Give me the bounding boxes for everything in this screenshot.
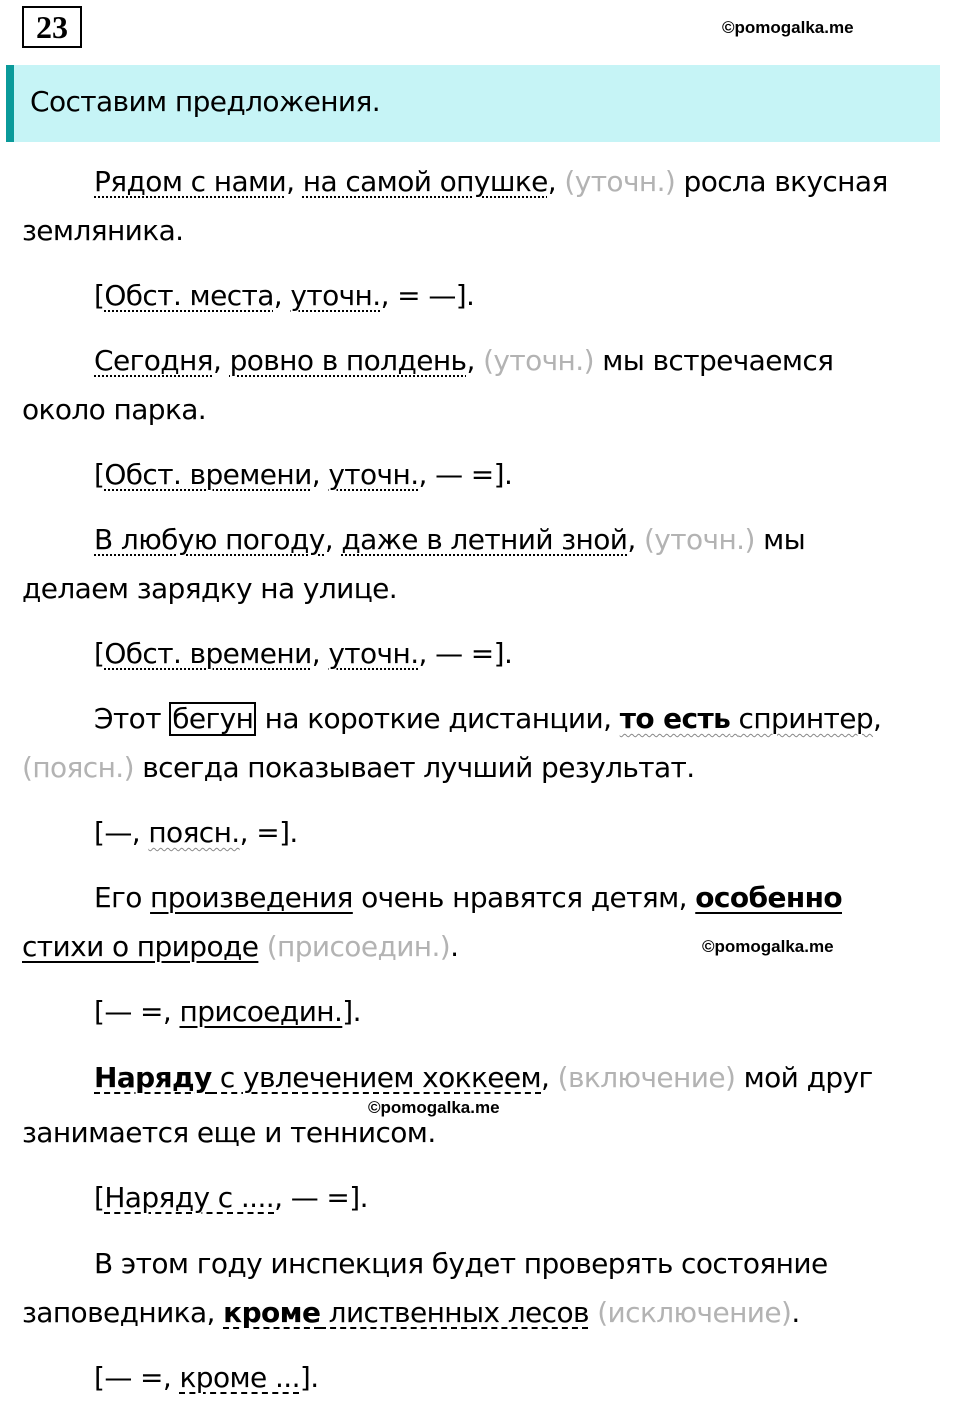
watermark: ©pomogalka.me	[702, 937, 834, 956]
sentence-3-line-1: В любую погоду, даже в летний зной, (уточн.) мы	[94, 523, 806, 556]
connective-word: особенно	[695, 881, 842, 914]
sentence-7-line-2: заповедника, кроме лиственных лесов (исключение).	[22, 1296, 800, 1329]
sentence-7-line-1: В этом году инспекция будет проверять состояние	[94, 1247, 828, 1280]
sentence-5-line-1: Его произведения очень нравятся детям, особенно	[94, 881, 842, 914]
scheme-3: [Обст. времени, уточн., — =].	[94, 637, 513, 670]
adverbial: Рядом с нами	[94, 165, 287, 198]
attached-member: стихи о природе	[22, 930, 259, 963]
scheme-1: [Обст. места, уточн., = —].	[94, 279, 475, 312]
task-number: 23	[22, 6, 82, 48]
inclusion-phrase: Наряду с увлечением хоккеем	[94, 1061, 542, 1094]
annotation: (уточн.)	[643, 523, 755, 556]
adverbial: Сегодня	[94, 344, 213, 377]
sentence-6-line-2: занимается еще и теннисом.	[22, 1116, 436, 1149]
explanatory-member: то есть спринтер	[619, 702, 874, 735]
sentence-1-line-2: земляника.	[22, 214, 184, 247]
clarifying-adverbial: даже в летний зной	[341, 523, 628, 556]
sentence-1-line-1: Рядом с нами, на самой опушке, (уточн.) росла вкусная	[94, 165, 888, 198]
scheme-2: [Обст. времени, уточн., — =].	[94, 458, 513, 491]
sentence-3-line-2: делаем зарядку на улице.	[22, 572, 398, 605]
annotation: (исключение)	[597, 1296, 792, 1329]
sentence-6-line-1: Наряду с увлечением хоккеем, (включение) мой друг	[94, 1061, 873, 1094]
annotation: (уточн.)	[564, 165, 676, 198]
sentence-2-line-2: около парка.	[22, 393, 207, 426]
annotation: (поясн.)	[22, 751, 134, 784]
subject: произведения	[150, 881, 353, 914]
annotation: (уточн.)	[483, 344, 594, 377]
clarifying-adverbial: на самой опушке	[302, 165, 548, 198]
annotation: (присоедин.)	[266, 930, 451, 963]
scheme-7: [— =, кроме ...].	[94, 1361, 319, 1394]
watermark: ©pomogalka.me	[722, 18, 854, 37]
task-banner	[6, 65, 940, 142]
defined-word-box: бегун	[169, 702, 256, 736]
sentence-5-line-2: стихи о природе (присоедин.).	[22, 930, 459, 963]
scheme-4: [—, поясн., =].	[94, 816, 298, 849]
annotation: (включение)	[557, 1061, 736, 1094]
exclusion-phrase: кроме лиственных лесов	[223, 1296, 589, 1329]
sentence-4-line-1: Этот бегун на короткие дистанции, то есть спринтер,	[94, 702, 882, 735]
scheme-6: [Наряду с ...., — =].	[94, 1181, 368, 1214]
sentence-2-line-1: Сегодня, ровно в полдень, (уточн.) мы встречаемся	[94, 344, 834, 377]
watermark: ©pomogalka.me	[368, 1098, 500, 1117]
task-title: Составим предложения.	[30, 85, 381, 118]
scheme-5: [— =, присоедин.].	[94, 995, 361, 1028]
adverbial: В любую погоду	[94, 523, 325, 556]
sentence-4-line-2: (поясн.) всегда показывает лучший результат.	[22, 751, 695, 784]
clarifying-adverbial: ровно в полдень	[229, 344, 467, 377]
